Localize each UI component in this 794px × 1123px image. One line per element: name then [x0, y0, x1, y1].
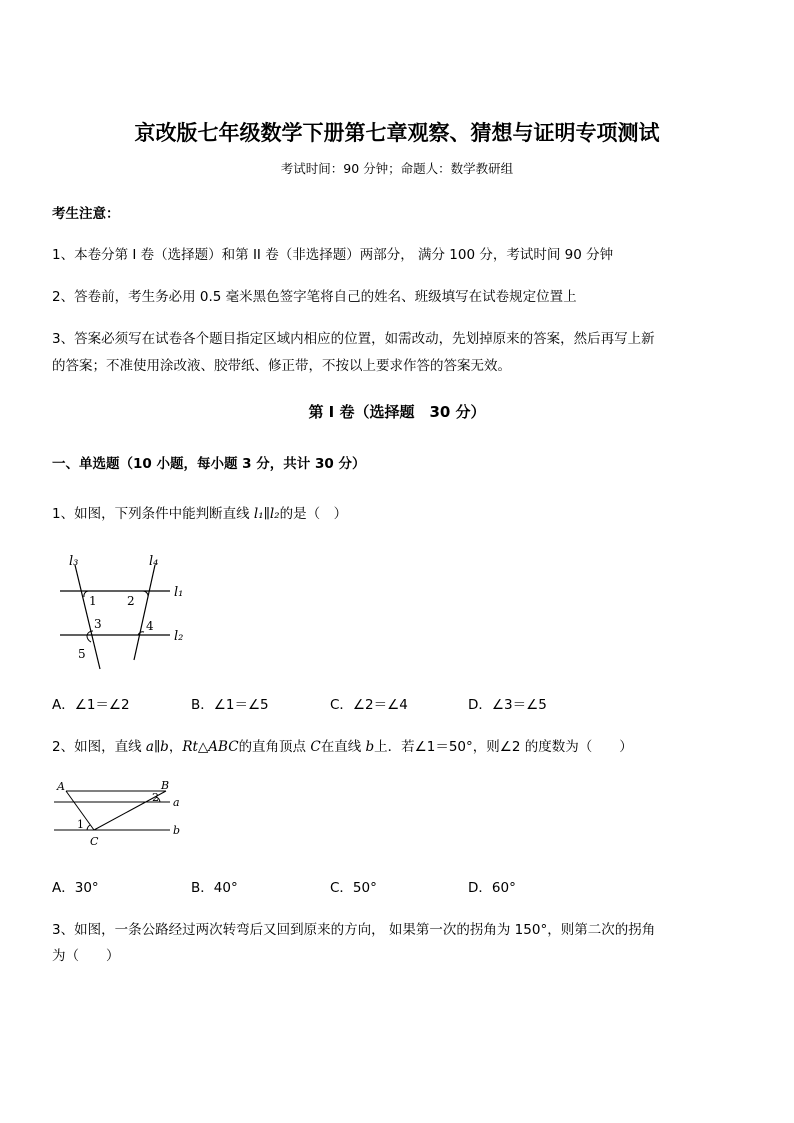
- q1-stem-math: l₁∥l₂: [253, 506, 280, 522]
- q2-stem-mid1: ，: [168, 739, 183, 755]
- q1-stem-pre: 1、如图，下列条件中能判断直线: [52, 506, 254, 522]
- line-l4: [134, 565, 155, 660]
- q2-stem-math1: a∥b: [145, 739, 169, 755]
- q2-stem-pre: 2、如图，直线: [52, 739, 146, 755]
- q1-option-a[interactable]: A．∠1＝∠2: [52, 697, 130, 713]
- section-heading: 第 I 卷（选择题 30 分）: [308, 403, 486, 421]
- label-a: a: [173, 796, 180, 809]
- label-l2: l₂: [174, 629, 184, 644]
- question-1-stem: [52, 502, 347, 522]
- exam-subtitle: 考试时间：90 分钟；命题人：数学教研组: [280, 161, 514, 176]
- notice-heading: 考生注意：: [52, 206, 120, 222]
- notice-item-3: 3、答案必须写在试卷各个题目指定区域内相应的位置，如需改动，先划掉原来的答案，然后再写上新: [52, 331, 655, 347]
- angle-5-arc: [87, 635, 91, 642]
- q2-stem-post: 上．若∠1＝50°，则∠2 的度数为（ ）: [374, 739, 633, 755]
- angle-label-3: 3: [94, 617, 102, 631]
- question-3-stem-cont: 为（ ）: [52, 948, 120, 964]
- question-1-figure: [52, 545, 202, 673]
- q2-stem-math4: b: [365, 739, 375, 755]
- q2-option-b[interactable]: B．40°: [191, 880, 238, 896]
- q1-option-d[interactable]: D．∠3＝∠5: [468, 697, 547, 713]
- angle-label-1: 1: [89, 594, 97, 608]
- q2-stem-mid2: 的直角顶点: [238, 739, 311, 755]
- notice-item-1: 1、本卷分第 I 卷（选择题）和第 II 卷（非选择题）两部分， 满分 100 分，考试时间 90 分钟: [52, 247, 614, 263]
- q1-option-b[interactable]: B．∠1＝∠5: [191, 697, 269, 713]
- part-heading: 一、单选题（10 小题，每小题 3 分，共计 30 分）: [52, 456, 366, 472]
- question-3-stem: 3、如图，一条公路经过两次转弯后又回到原来的方向， 如果第一次的拐角为 150°，则第二次的拐角: [52, 922, 656, 938]
- q2-stem-mid3: 在直线: [320, 739, 366, 755]
- label-C: C: [90, 835, 99, 848]
- angle-label-1: 1: [77, 818, 84, 831]
- q2-option-c[interactable]: C．50°: [330, 880, 377, 896]
- label-l4: l₄: [149, 554, 159, 569]
- question-2-stem: [52, 735, 633, 755]
- q2-stem-math2: Rt△ABC: [182, 739, 239, 755]
- label-b: b: [173, 824, 181, 837]
- angle-1-arc: [84, 591, 88, 597]
- q1-stem-post: 的是（ ）: [279, 506, 348, 522]
- q2-stem-math3: C: [310, 739, 321, 755]
- angle-label-4: 4: [146, 619, 154, 633]
- label-B: B: [161, 779, 170, 792]
- q1-option-c[interactable]: C．∠2＝∠4: [330, 697, 408, 713]
- angle-label-5: 5: [78, 647, 86, 661]
- angle-1-arc: [87, 825, 90, 830]
- label-l3: l₃: [69, 554, 79, 569]
- angle-2-arc: [143, 591, 148, 596]
- notice-item-3-cont: 的答案；不准使用涂改液、胶带纸、修正带，不按以上要求作答的答案无效。: [52, 358, 511, 374]
- notice-item-2: 2、答卷前，考生务必用 0.5 毫米黑色签字笔将自己的姓名、班级填写在试卷规定位置上: [52, 289, 577, 305]
- angle-label-2: 2: [152, 791, 159, 804]
- angle-label-2: 2: [127, 594, 135, 608]
- q2-option-d[interactable]: D．60°: [468, 880, 516, 896]
- q2-option-a[interactable]: A．30°: [52, 880, 99, 896]
- label-A: A: [57, 780, 65, 793]
- label-l1: l₁: [174, 585, 184, 600]
- question-2-figure: [52, 775, 192, 850]
- exam-title: 京改版七年级数学下册第七章观察、猜想与证明专项测试: [134, 120, 660, 145]
